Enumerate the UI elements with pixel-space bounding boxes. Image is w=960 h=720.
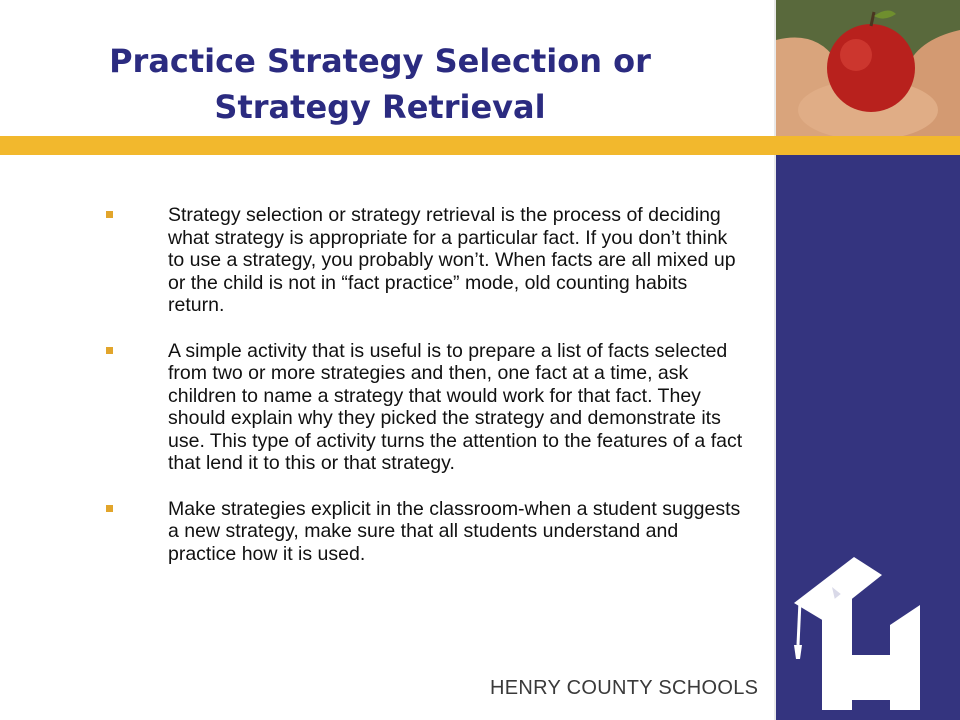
bullet-square-icon — [106, 211, 113, 218]
bullet-text: Make strategies explicit in the classroom-when a student suggests a new strategy, make sure that all students understand and practice how it is used. — [168, 497, 741, 565]
bullet-square-icon — [106, 505, 113, 512]
bullet-text: A simple activity that is useful is to prepare a list of facts selected from two or more strategies and then, one fact at a time, ask children to name a strategy that would work for that fact. They should explain why they picked the strategy and demonstrate its use. This type of activity turns the attention to the features of a fact that lend it to this or that strategy. — [168, 339, 743, 474]
bullet-item — [106, 340, 746, 475]
bullet-item — [106, 204, 746, 317]
bullet-text: Strategy selection or strategy retrieval is the process of deciding what strategy is appropriate for a particular fact. If you don’t think to use a strategy, you probably won’t. When facts are all mixed up or the child is not in “fact practice” mode, old counting habits return. — [168, 204, 736, 316]
slide-title — [60, 38, 700, 130]
bullet-item — [106, 498, 746, 566]
side-panel — [776, 155, 960, 720]
slide-title-line-1: Practice Strategy Selection or — [109, 42, 651, 80]
henry-county-logo — [776, 155, 960, 720]
gold-divider-bar — [0, 136, 960, 155]
bullet-list — [106, 204, 746, 588]
bullet-square-icon — [106, 347, 113, 354]
apple-hands-photo — [776, 0, 960, 136]
footer-school-name: HENRY COUNTY SCHOOLS — [490, 677, 759, 699]
slide-title-line-2: Strategy Retrieval — [214, 88, 546, 126]
